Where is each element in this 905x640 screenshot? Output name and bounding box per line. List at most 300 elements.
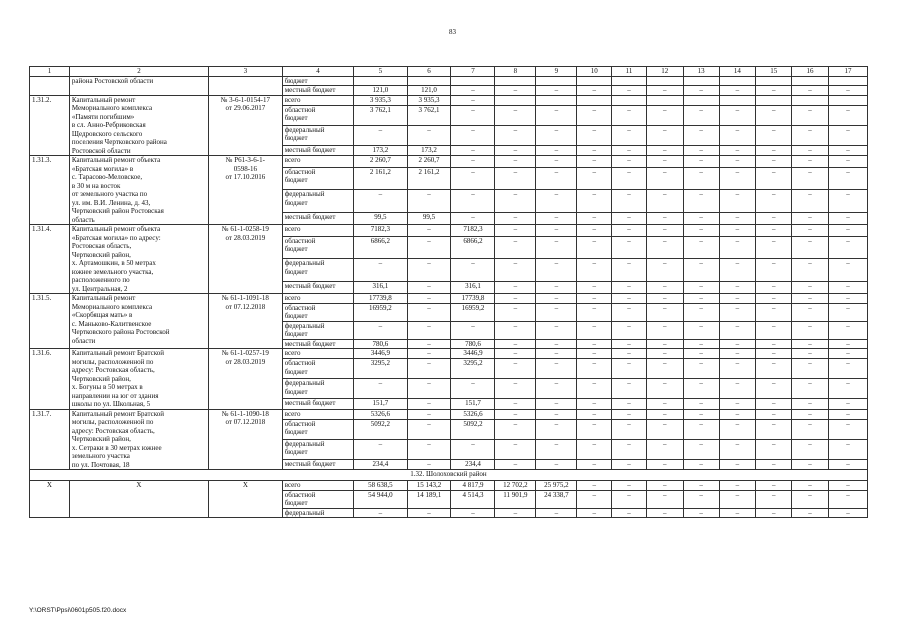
cell-line: бюджет (284, 114, 308, 123)
value-cell: 4 817,9 (451, 481, 495, 491)
page-number: 83 (449, 28, 456, 36)
funding-source (282, 419, 354, 439)
value-cell: – (612, 419, 647, 439)
cell-line: Ростовская область, (71, 242, 132, 250)
value-cell: 24 338,7 (536, 490, 577, 508)
value-cell: – (683, 409, 719, 419)
value-cell: – (577, 259, 612, 282)
value-cell: – (577, 349, 612, 359)
value-cell: – (792, 321, 829, 339)
table-body (30, 67, 868, 518)
value-cell: 121,0 (354, 86, 407, 96)
value-cell: – (756, 213, 792, 225)
value-cell: – (756, 409, 792, 419)
value-cell: – (646, 86, 683, 96)
value-cell: – (792, 303, 829, 321)
value-cell: – (646, 379, 683, 399)
value-cell: – (828, 282, 867, 294)
column-number: 7 (451, 67, 495, 77)
value-cell: – (451, 321, 495, 339)
column-number: 9 (536, 67, 577, 77)
value-cell: – (683, 105, 719, 125)
value-cell: – (612, 156, 647, 168)
cell-line: бюджет (284, 312, 308, 320)
object-name (69, 349, 208, 410)
table-row (30, 294, 868, 304)
value-cell (792, 76, 829, 86)
value-cell: – (495, 303, 536, 321)
cell-line: южнее земельного участка, (71, 267, 154, 276)
cell-line: Чертковский район, (71, 435, 131, 443)
value-cell: – (536, 105, 577, 125)
funding-source (282, 125, 354, 145)
value-cell: – (577, 409, 612, 419)
value-cell: – (792, 236, 829, 259)
cell-line: «Скорбящая мать» в (71, 311, 133, 319)
value-cell (354, 76, 407, 86)
value-cell: – (495, 508, 536, 518)
value-cell: 3446,9 (354, 349, 407, 359)
value-cell: – (577, 125, 612, 145)
value-cell: 11 901,9 (495, 490, 536, 508)
cell-line: местный бюджет (284, 145, 336, 154)
value-cell: 3 762,1 (407, 105, 451, 125)
value-cell: – (536, 190, 577, 213)
cell-line: х. Богуны в 50 метрах в (71, 383, 143, 391)
value-cell: – (792, 439, 829, 459)
value-cell: – (536, 167, 577, 190)
column-number: 15 (756, 67, 792, 77)
cell-line: области (71, 336, 96, 345)
value-cell: 2 260,7 (354, 156, 407, 168)
value-cell: – (646, 459, 683, 469)
cell-line: федеральный (284, 190, 325, 199)
value-cell: 173,2 (407, 145, 451, 155)
value-cell: – (828, 105, 867, 125)
value-cell: – (792, 481, 829, 491)
value-cell: – (719, 321, 756, 339)
column-number: 17 (828, 67, 867, 77)
value-cell: – (719, 156, 756, 168)
value-cell: – (536, 303, 577, 321)
value-cell: – (646, 145, 683, 155)
value-cell: – (495, 459, 536, 469)
value-cell: – (792, 86, 829, 96)
value-cell: – (451, 439, 495, 459)
value-cell (646, 95, 683, 105)
value-cell: – (792, 419, 829, 439)
value-cell: – (536, 459, 577, 469)
funding-source (282, 236, 354, 259)
value-cell: – (646, 167, 683, 190)
value-cell (495, 76, 536, 86)
cell-line: областной (284, 236, 316, 245)
value-cell: – (719, 190, 756, 213)
value-cell: – (577, 294, 612, 304)
value-cell: – (612, 439, 647, 459)
cell-line: адресу: Ростовская область, (71, 366, 155, 374)
value-cell: – (756, 359, 792, 379)
row-number: 1.31.4. (30, 225, 70, 294)
value-cell: – (577, 459, 612, 469)
cell-line: бюджет (284, 267, 308, 276)
funding-source (282, 105, 354, 125)
value-cell: – (495, 409, 536, 419)
value-cell: – (719, 86, 756, 96)
value-cell: – (612, 125, 647, 145)
value-cell (828, 95, 867, 105)
cell-line: 0598-16 (233, 164, 258, 173)
cell-line: с. Тарасово-Меловское, (71, 173, 143, 181)
value-cell: – (756, 259, 792, 282)
table-row (30, 225, 868, 237)
value-cell: – (756, 167, 792, 190)
funding-source (282, 359, 354, 379)
value-cell: 5326,6 (354, 409, 407, 419)
value-cell: – (495, 419, 536, 439)
cell-line: всего (284, 156, 301, 164)
value-cell: – (792, 379, 829, 399)
cell-line: поселения Чертковского района (71, 138, 167, 146)
value-cell: – (536, 225, 577, 237)
cell-line: Мемориального комплекса (71, 104, 153, 112)
value-cell: – (792, 359, 829, 379)
cell-line: местный бюджет (284, 339, 336, 348)
value-cell: – (828, 167, 867, 190)
row-number: 1.31.2. (30, 95, 70, 156)
value-cell: – (407, 321, 451, 339)
value-cell: – (407, 236, 451, 259)
funding-source (282, 156, 354, 168)
value-cell: – (683, 236, 719, 259)
value-cell: – (407, 409, 451, 419)
value-cell: – (536, 359, 577, 379)
file-path-footer: Y:\ORST\Ppsi\0601p505.f20.docx (29, 607, 127, 614)
value-cell: 2 161,2 (354, 167, 407, 190)
value-cell: 5092,2 (451, 419, 495, 439)
value-cell: – (354, 439, 407, 459)
value-cell: – (536, 294, 577, 304)
cell-line: федеральный (284, 379, 325, 388)
funding-source (282, 145, 354, 155)
value-cell: – (828, 145, 867, 155)
funding-source (282, 190, 354, 213)
value-cell: 25 975,2 (536, 481, 577, 491)
value-cell: – (828, 303, 867, 321)
cell-line: областной (284, 105, 316, 114)
value-cell: – (756, 105, 792, 125)
cell-line: бюджет (284, 428, 308, 437)
row-number: 1.31.6. (30, 349, 70, 410)
value-cell: – (407, 349, 451, 359)
value-cell: – (828, 349, 867, 359)
row-number (30, 76, 70, 95)
value-cell: – (495, 379, 536, 399)
cell-line: Капитальный ремонт (71, 294, 136, 302)
value-cell: – (828, 439, 867, 459)
value-cell: – (719, 167, 756, 190)
value-cell: – (536, 236, 577, 259)
value-cell: – (495, 349, 536, 359)
value-cell (612, 95, 647, 105)
funding-source (282, 167, 354, 190)
value-cell: – (646, 409, 683, 419)
value-cell (792, 95, 829, 105)
value-cell: – (577, 359, 612, 379)
value-cell: – (495, 439, 536, 459)
value-cell: 58 638,5 (354, 481, 407, 491)
value-cell: – (495, 259, 536, 282)
value-cell: – (646, 321, 683, 339)
value-cell: – (612, 86, 647, 96)
value-cell: – (577, 282, 612, 294)
value-cell: – (612, 339, 647, 349)
value-cell: – (407, 303, 451, 321)
funding-source (282, 379, 354, 399)
row-number: 1.31.7. (30, 409, 70, 470)
value-cell (536, 76, 577, 86)
value-cell: – (683, 145, 719, 155)
cell-line: от 07.12.2018 (225, 302, 266, 311)
value-cell (683, 95, 719, 105)
funding-source (282, 349, 354, 359)
value-cell: – (577, 419, 612, 439)
value-cell: – (792, 156, 829, 168)
value-cell: – (719, 359, 756, 379)
value-cell: – (683, 490, 719, 508)
value-cell: – (792, 105, 829, 125)
document-cell (209, 95, 283, 156)
cell-line: федеральный (284, 259, 325, 268)
value-cell: – (536, 379, 577, 399)
value-cell: – (792, 409, 829, 419)
funding-source (282, 213, 354, 225)
cell-line: х. Артамошкин, в 50 метрах (71, 259, 156, 267)
object-name (69, 409, 208, 470)
table-row (30, 409, 868, 419)
funding-source (282, 303, 354, 321)
cell-line: Капитальный ремонт Братской (71, 349, 164, 357)
cell-line: Мемориального комплекса (71, 302, 153, 311)
value-cell: – (354, 321, 407, 339)
value-cell: – (451, 105, 495, 125)
value-cell (646, 76, 683, 86)
funding-source (282, 409, 354, 419)
value-cell: – (536, 321, 577, 339)
funding-source: местный бюджет (282, 86, 354, 96)
cell-line: ул. им. В.И. Ленина, д. 43, (71, 198, 151, 207)
value-cell: 6866,2 (451, 236, 495, 259)
value-cell: – (756, 225, 792, 237)
value-cell (756, 76, 792, 86)
value-cell: – (646, 225, 683, 237)
table-row (30, 95, 868, 105)
value-cell: – (646, 349, 683, 359)
value-cell: – (828, 156, 867, 168)
value-cell: – (451, 259, 495, 282)
value-cell: – (646, 439, 683, 459)
value-cell: – (646, 213, 683, 225)
value-cell: – (577, 490, 612, 508)
x-mark: Х (69, 481, 208, 518)
value-cell: – (719, 490, 756, 508)
cell-line: бюджет (284, 330, 308, 338)
value-cell: – (451, 213, 495, 225)
value-cell: – (792, 459, 829, 469)
value-cell: – (536, 259, 577, 282)
cell-line: местный бюджет (284, 282, 336, 291)
funding-source (282, 321, 354, 339)
value-cell: 54 944,0 (354, 490, 407, 508)
cell-line: областной (284, 167, 316, 176)
value-cell: – (451, 508, 495, 518)
value-cell: – (577, 379, 612, 399)
value-cell: – (792, 259, 829, 282)
cell-line: Капитальный ремонт Братской (71, 409, 164, 418)
value-cell: – (792, 225, 829, 237)
value-cell: – (536, 419, 577, 439)
value-cell: – (683, 339, 719, 349)
value-cell: 3 935,3 (407, 95, 451, 105)
value-cell: – (683, 439, 719, 459)
value-cell: – (612, 303, 647, 321)
value-cell: – (451, 156, 495, 168)
value-cell: – (646, 419, 683, 439)
funding-source (282, 439, 354, 459)
value-cell: – (451, 125, 495, 145)
cell-line: бюджет (284, 176, 308, 185)
cell-line: местный бюджет (284, 399, 336, 408)
value-cell: – (612, 145, 647, 155)
value-cell: – (683, 379, 719, 399)
value-cell: – (828, 409, 867, 419)
table-row (30, 349, 868, 359)
cell-line: Чертковского района Ростовской (71, 328, 170, 336)
column-number: 13 (683, 67, 719, 77)
funding-source (282, 282, 354, 294)
value-cell: – (495, 399, 536, 409)
value-cell: – (612, 349, 647, 359)
value-cell: – (354, 125, 407, 145)
cell-line: в 30 м на восток (71, 181, 121, 190)
value-cell: – (683, 399, 719, 409)
value-cell: – (756, 399, 792, 409)
value-cell: – (756, 303, 792, 321)
value-cell: – (495, 282, 536, 294)
cell-line: федеральный (284, 508, 325, 517)
funding-source (282, 508, 354, 518)
value-cell: – (756, 459, 792, 469)
value-cell: – (354, 508, 407, 518)
value-cell: – (407, 439, 451, 459)
value-cell: 3446,9 (451, 349, 495, 359)
value-cell: – (646, 399, 683, 409)
x-mark: Х (209, 481, 283, 518)
funding-source (282, 399, 354, 409)
value-cell: – (407, 339, 451, 349)
value-cell: – (828, 490, 867, 508)
value-cell: – (646, 490, 683, 508)
value-cell: – (792, 294, 829, 304)
document-cell (209, 409, 283, 470)
cell-line: бюджет (284, 499, 308, 507)
cell-line: всего (284, 481, 301, 489)
value-cell: – (792, 282, 829, 294)
value-cell: – (612, 490, 647, 508)
value-cell: – (683, 190, 719, 213)
value-cell: – (828, 125, 867, 145)
cell-line: расположенного по (71, 276, 130, 284)
value-cell: – (828, 339, 867, 349)
column-number: 10 (577, 67, 612, 77)
funding-source (282, 95, 354, 105)
value-cell: – (719, 294, 756, 304)
value-cell: – (756, 490, 792, 508)
funding-source: бюджет (282, 76, 354, 86)
value-cell: – (612, 294, 647, 304)
value-cell: – (828, 399, 867, 409)
value-cell: – (536, 145, 577, 155)
cell-line: школы по ул. Школьная, 5 (71, 400, 151, 408)
value-cell: 3295,2 (354, 359, 407, 379)
value-cell: – (577, 508, 612, 518)
value-cell: – (495, 167, 536, 190)
value-cell: – (646, 303, 683, 321)
cell-line: Капитальный ремонт объекта (71, 225, 161, 233)
value-cell: – (451, 190, 495, 213)
value-cell: – (577, 303, 612, 321)
value-cell: – (756, 379, 792, 399)
value-cell: – (719, 481, 756, 491)
cell-line: от 28.03.2019 (225, 233, 266, 242)
value-cell: – (683, 321, 719, 339)
value-cell: – (536, 86, 577, 96)
value-cell: – (792, 145, 829, 155)
value-cell: 17739,8 (451, 294, 495, 304)
cell-line: областной (284, 419, 316, 428)
value-cell (756, 95, 792, 105)
column-number: 3 (209, 67, 283, 77)
value-cell: 3 935,3 (354, 95, 407, 105)
funding-source (282, 490, 354, 508)
value-cell: – (792, 167, 829, 190)
value-cell: – (577, 321, 612, 339)
column-number: 1 (30, 67, 70, 77)
cell-line: Чертковский район Ростовская (71, 207, 164, 215)
cell-line: Ростовской области (71, 146, 131, 155)
value-cell: 151,7 (354, 399, 407, 409)
cell-line: от 28.03.2019 (225, 357, 266, 366)
value-cell: – (577, 105, 612, 125)
table-row (30, 156, 868, 168)
value-cell: – (683, 459, 719, 469)
cell-line: федеральный (284, 439, 325, 448)
value-cell: – (495, 225, 536, 237)
value-cell: 12 702,2 (495, 481, 536, 491)
value-cell: – (612, 359, 647, 379)
value-cell: – (683, 508, 719, 518)
value-cell: – (828, 459, 867, 469)
value-cell: – (354, 379, 407, 399)
object-name (69, 156, 208, 225)
cell-line: федеральный (284, 125, 325, 134)
value-cell: – (719, 145, 756, 155)
cell-line: бюджет (284, 245, 308, 254)
value-cell: – (646, 508, 683, 518)
value-cell: – (612, 481, 647, 491)
value-cell: – (828, 236, 867, 259)
value-cell: – (756, 86, 792, 96)
